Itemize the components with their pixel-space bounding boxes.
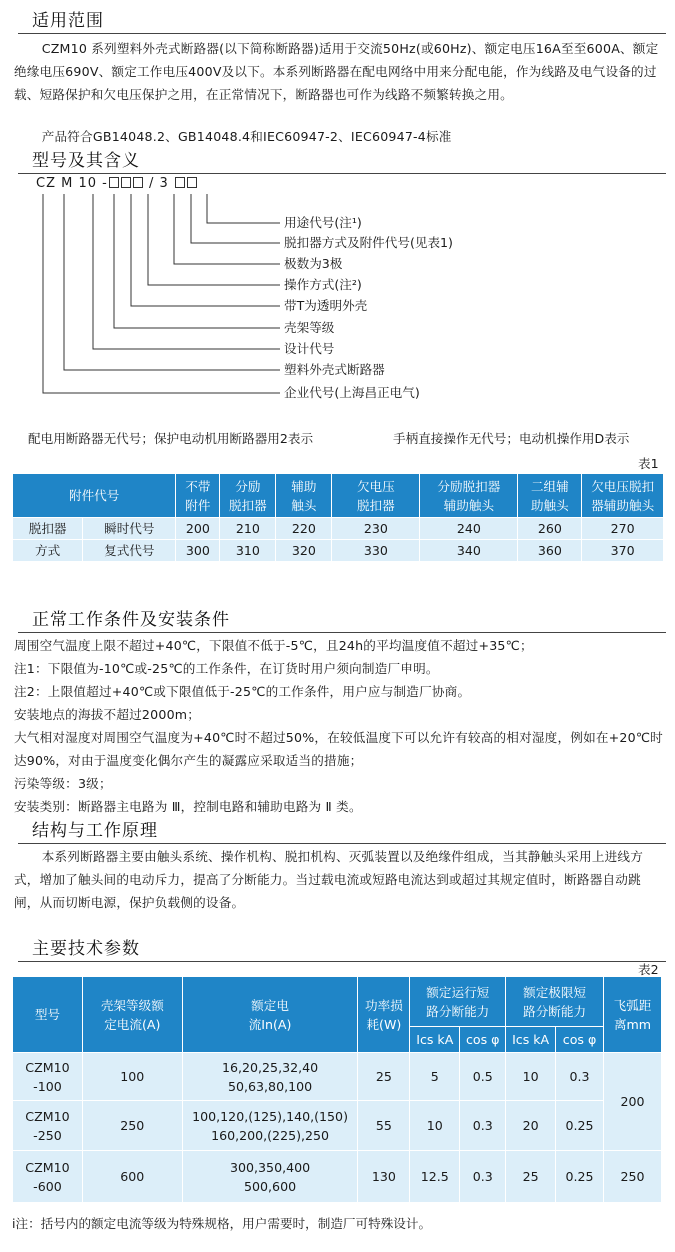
table-cell: 0.3 <box>460 1151 506 1203</box>
table-header-cell: 分励 脱扣器 <box>220 474 276 518</box>
tree-label-company: 企业代号(上海昌正电气) <box>284 385 420 400</box>
table-cell: 0.25 <box>556 1101 604 1151</box>
tree-label-frame: 壳架等级 <box>284 320 335 335</box>
structure-paragraph: 本系列断路器主要由触头系统、操作机构、脱扣机构、灭弧装置以及绝缘件组成，当其静触头采用上进线方式，增加了触头间的电动斥力，提高了分断能力。当过载电流或短路电流达到或超过其规定值时，断路器自动跳闸，从而切断电源，保护负载侧的设备。 <box>14 849 644 910</box>
table-header-cell: 壳架等级额 定电流(A) <box>82 977 182 1053</box>
table-cell: 220 <box>276 518 332 540</box>
tech-params-table <box>12 976 662 1203</box>
table-header-cell: 功率损 耗(W) <box>358 977 410 1053</box>
table-cell: 300,350,400 500,600 <box>182 1151 358 1203</box>
table-cell: 230 <box>332 518 420 540</box>
scope-paragraph: CZM10 系列塑料外壳式断路器(以下简称断路器)适用于交流50Hz(或60Hz)、额定电压16A至至600A、额定绝缘电压690V、额定工作电压400V及以下。本系列断路器在配电网络中用来分配电能，作为线路及电气设备的过载、短路保护和欠电压保护之用，在正常情况下，断路器也可作为线路不频繁转换之用。 <box>14 41 659 102</box>
table1-label: 表1 <box>638 456 659 471</box>
tree-label-usage: 用途代号(注¹) <box>284 215 362 230</box>
table-header-row <box>13 977 662 1027</box>
table-cell: CZM10 -100 <box>13 1053 83 1101</box>
table-cell: 55 <box>358 1101 410 1151</box>
table-header-cell: cos φ <box>460 1027 506 1053</box>
table-cell: 330 <box>332 540 420 562</box>
table-cell: 100 <box>82 1053 182 1101</box>
condition-line: 注2：上限值超过+40℃或下限值低于-25℃的工作条件，用户应与制造厂协商。 <box>14 684 471 699</box>
table-cell: 5 <box>410 1053 460 1101</box>
table-cell: 370 <box>582 540 664 562</box>
section-title-scope: 适用范围 <box>18 10 666 34</box>
condition-line: 安装类别：断路器主电路为 Ⅲ，控制电路和辅助电路为 Ⅱ 类。 <box>14 799 362 814</box>
footnote: i注：括号内的额定电流等级为特殊规格，用户需要时，制造厂可特殊设计。 <box>12 1216 432 1231</box>
table-header-cell: Ics kA <box>410 1027 460 1053</box>
table-cell: 260 <box>518 518 582 540</box>
table-header-cell: 不带 附件 <box>176 474 220 518</box>
table-cell: 130 <box>358 1151 410 1203</box>
condition-line: 安装地点的海拔不超过2000m； <box>14 707 201 722</box>
table-header-cell: 额定电 流In(A) <box>182 977 358 1053</box>
model-code-mid: / 3 <box>148 176 169 191</box>
section-title-conditions: 正常工作条件及安装条件 <box>18 609 666 633</box>
table-header-cell: cos φ <box>556 1027 604 1053</box>
condition-line: 污染等级：3级； <box>14 776 112 791</box>
table-cell: 360 <box>518 540 582 562</box>
table-cell: CZM10 -250 <box>13 1101 83 1151</box>
table-cell: 250 <box>604 1151 662 1203</box>
table-header-cell: 额定极限短 路分断能力 <box>506 977 604 1027</box>
tree-label-design: 设计代号 <box>284 341 335 356</box>
tree-label-release: 脱扣器方式及附件代号(见表1) <box>284 235 453 250</box>
table-header-cell: 辅助 触头 <box>276 474 332 518</box>
table-header-cell: 二组辅 助触头 <box>518 474 582 518</box>
table-cell: 方式 <box>13 540 83 562</box>
table-cell: 0.5 <box>460 1053 506 1101</box>
section-title-specs: 主要技术参数 <box>18 938 666 962</box>
accessory-code-table <box>12 473 664 562</box>
usage-operation-notes <box>28 428 668 447</box>
table-header-cell: Ics kA <box>506 1027 556 1053</box>
table-cell: 100,120,(125),140,(150) 160,200,(225),250 <box>182 1101 358 1151</box>
table-row <box>13 518 664 540</box>
table-header-cell: 额定运行短 路分断能力 <box>410 977 506 1027</box>
table-header-cell: 分励脱扣器 辅助触头 <box>420 474 518 518</box>
standards-paragraph: 产品符合GB14048.2、GB14048.4和IEC60947-2、IEC60947-4标准 <box>41 129 452 144</box>
model-code-tree-lines <box>0 0 675 420</box>
tree-label-mccb: 塑料外壳式断路器 <box>284 362 385 377</box>
table-row <box>13 1151 662 1203</box>
table-cell: 0.25 <box>556 1151 604 1203</box>
table-cell: 25 <box>506 1151 556 1203</box>
table-cell: 复式代号 <box>83 540 176 562</box>
table-cell: 0.3 <box>556 1053 604 1101</box>
table-header-cell: 型号 <box>13 977 83 1053</box>
table-cell: 16,20,25,32,40 50,63,80,100 <box>182 1053 358 1101</box>
table-cell: 瞬时代号 <box>83 518 176 540</box>
table-row <box>13 1053 662 1101</box>
table-header-cell: 附件代号 <box>13 474 176 518</box>
table-cell: 200 <box>176 518 220 540</box>
operation-note: 手柄直接操作无代号；电动机操作用D表示 <box>393 431 630 446</box>
table-cell: 310 <box>220 540 276 562</box>
table-cell: CZM10 -600 <box>13 1151 83 1203</box>
table-header-cell: 飞弧距 离mm <box>604 977 662 1053</box>
table-cell: 12.5 <box>410 1151 460 1203</box>
table-cell: 20 <box>506 1101 556 1151</box>
table-header-cell: 欠电压脱扣 器辅助触头 <box>582 474 664 518</box>
table-cell: 300 <box>176 540 220 562</box>
table-cell: 200 <box>604 1053 662 1151</box>
usage-note: 配电用断路器无代号；保护电动机用断路器用2表示 <box>28 431 314 446</box>
table-cell: 600 <box>82 1151 182 1203</box>
table-cell: 10 <box>506 1053 556 1101</box>
table-cell: 340 <box>420 540 518 562</box>
tree-label-transparent: 带T为透明外壳 <box>284 298 368 313</box>
table-cell: 270 <box>582 518 664 540</box>
section-title-structure: 结构与工作原理 <box>18 820 666 844</box>
table-header-row <box>13 474 664 518</box>
table-cell: 10 <box>410 1101 460 1151</box>
table-cell: 脱扣器 <box>13 518 83 540</box>
table-cell: 25 <box>358 1053 410 1101</box>
table-row <box>13 1101 662 1151</box>
model-code-prefix: CZ M 10 - <box>36 176 108 191</box>
condition-line: 大气相对湿度对周围空气温度为+40℃时不超过50%，在较低温度下可以允许有较高的相对湿度，例如在+20℃时达90%，对由于温度变化偶尔产生的凝露应采取适当的措施； <box>14 730 663 768</box>
table-cell: 210 <box>220 518 276 540</box>
table-cell: 240 <box>420 518 518 540</box>
condition-line: 周围空气温度上限不超过+40℃，下限值不低于-5℃，且24h的平均温度值不超过+35℃； <box>14 638 533 653</box>
table-cell: 250 <box>82 1101 182 1151</box>
table-header-cell: 欠电压 脱扣器 <box>332 474 420 518</box>
table-row <box>13 540 664 562</box>
table-cell: 0.3 <box>460 1101 506 1151</box>
section-title-model: 型号及其含义 <box>18 150 666 174</box>
tree-label-operation: 操作方式(注²) <box>284 277 362 292</box>
condition-line: 注1：下限值为-10℃或-25℃的工作条件，在订货时用户须向制造厂申明。 <box>14 661 439 676</box>
table2-label: 表2 <box>638 962 659 977</box>
conditions-block <box>14 634 664 818</box>
tree-label-poles: 极数为3极 <box>284 256 343 271</box>
table-cell: 320 <box>276 540 332 562</box>
